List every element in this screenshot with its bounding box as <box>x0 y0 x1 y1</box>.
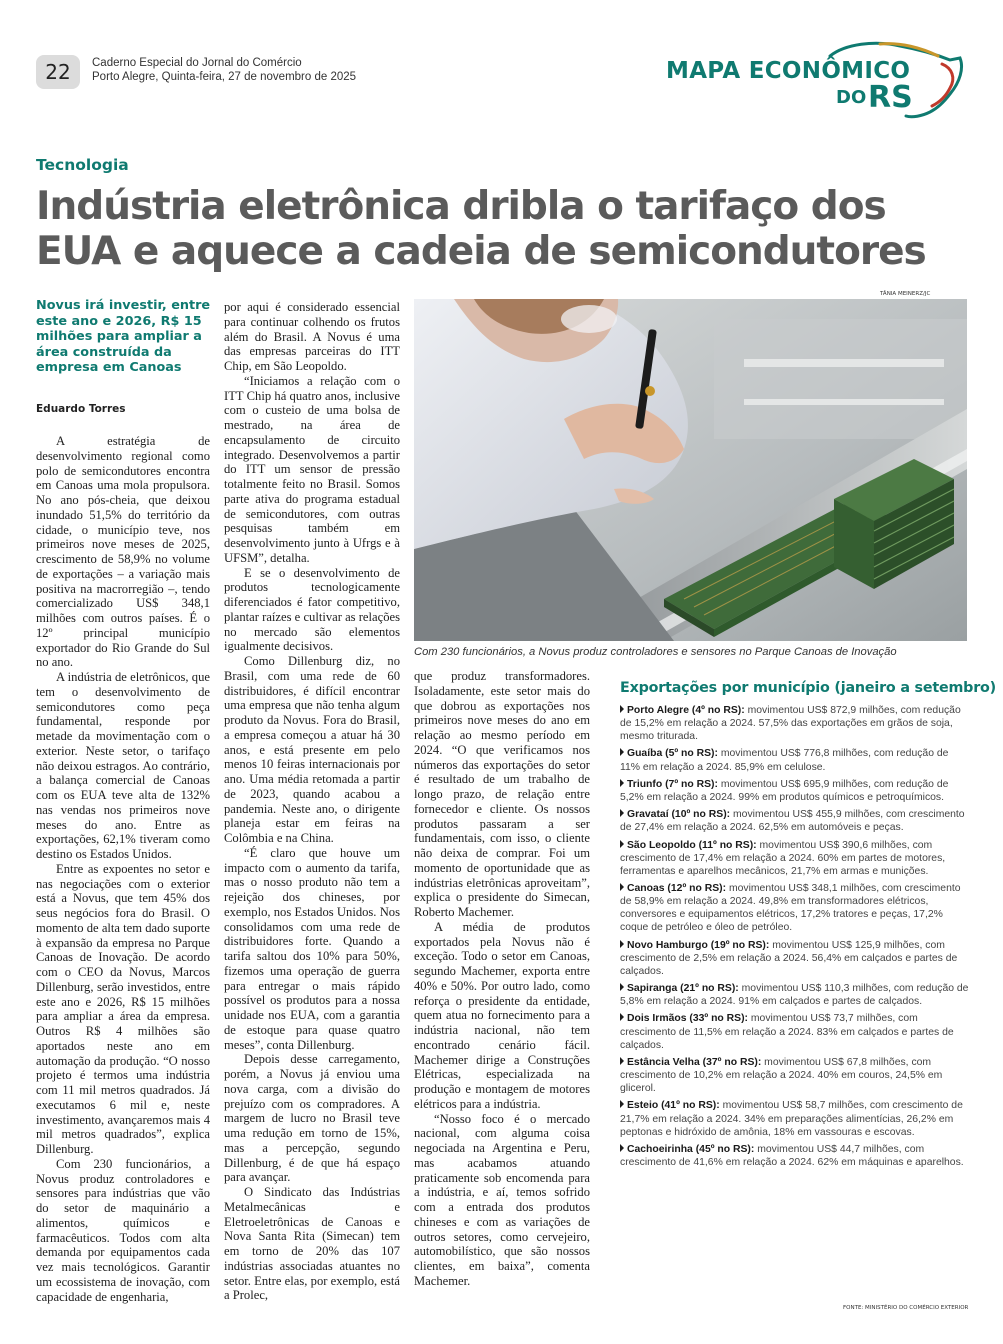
municipality-text: movimentou US$ 455,9 milhões, com crescimento de 27,4% em relação a 2024. 62,5% em automóveis e peças. <box>620 809 965 834</box>
paragraph: Depois desse carregamento, porém, a Novus já enviou uma nova carga, com a divisão do prejuízo com os compradores. A margem de lucro no Brasil teve uma redução em torno de 15%, mas a percepção, segundo Dillenburg, é de que há espaço para avançar. <box>224 1052 400 1185</box>
triangle-bullet-icon <box>620 1057 624 1065</box>
section-label: Tecnologia <box>36 156 129 174</box>
triangle-bullet-icon <box>620 840 624 848</box>
municipality-text: movimentou US$ 390,6 milhões, com crescimento de 17,4% em relação a 2024. 60% em partes de motores, ferramentas e aparelhos mecânicos, 21,7% em armas e munições. <box>620 839 946 877</box>
logo-line-2: DO <box>836 87 867 108</box>
triangle-bullet-icon <box>620 809 624 817</box>
municipality-label: Guaíba (5º no RS): <box>627 748 718 760</box>
municipality-label: Esteio (41º no RS): <box>627 1100 720 1112</box>
mapa-economico-logo <box>660 38 970 124</box>
municipality-label: Cachoeirinha (45º no RS): <box>627 1143 755 1155</box>
subhead: Novus irá investir, entre este ano e 2026, R$ 15 milhões para ampliar a área construída da empresa em Canoas <box>36 298 211 375</box>
list-item <box>620 778 970 804</box>
municipality-label: Sapiranga (21º no RS): <box>627 983 739 995</box>
headline-line-2: EUA e aquece a cadeia de semicondutores <box>36 229 926 274</box>
article-column-2 <box>224 300 400 1303</box>
municipality-label: Porto Alegre (4º no RS): <box>627 705 745 716</box>
list-item <box>620 1143 970 1169</box>
municipality-label: São Leopoldo (11º no RS): <box>627 839 757 851</box>
source-note: FONTE: MINISTÉRIO DO COMÉRCIO EXTERIOR <box>843 1305 969 1311</box>
triangle-bullet-icon <box>620 1013 624 1021</box>
paragraph: Entre as expoentes no setor e nas negociações com o exterior está a Novus, que tem 45% dos seus negócios fora do Brasil. O momento de alta tem dado suporte à expansão da empresa no Parque Canoas de Inovação. De acordo com o CEO da Novus, Marcos Dillenburg, serão investidos, entre este ano e 2026, R$ 15 milhões para ampliar a área da empresa. Outros R$ 4 milhões são aportados neste ano em automação da produção. “O nosso projeto é termos uma indústria com 11 mil metros quadrados. Já executamos 6 mil e, neste investimento, avançaremos mais 4 mil metros quadrados”, explica Dillenburg. <box>36 861 210 1156</box>
municipality-text: movimentou US$ 776,8 milhões, com redução de 11% em relação a 2024. 85,9% em celulose. <box>620 748 949 773</box>
triangle-bullet-icon <box>620 983 624 991</box>
list-item <box>620 939 970 978</box>
municipality-text: movimentou US$ 695,9 milhões, com redução de 5,2% em relação a 2024. 99% em produtos químicos e petroquímicos. <box>620 778 949 803</box>
exports-list <box>620 704 970 1173</box>
municipality-label: Dois Irmãos (33º no RS): <box>627 1013 748 1025</box>
headline <box>36 184 976 274</box>
paragraph: Como Dillenburg diz, no Brasil, com uma rede de 60 distribuidores, é difícil encontrar uma empresa que não tenha algum produto da Novus. Fora do Brasil, a empresa começou a atuar há 30 anos, e está presente em pelo menos 10 feiras internacionais por ano. Uma média retomada a partir de 2023, quando acabou a pandemia. Neste ano, o dirigente planeja estar em feiras na Colômbia e na China. <box>224 654 400 845</box>
triangle-bullet-icon <box>620 883 624 891</box>
triangle-bullet-icon <box>620 1100 624 1108</box>
triangle-bullet-icon <box>620 779 624 787</box>
exports-box-title: Exportações por município (janeiro a setembro) <box>620 680 997 696</box>
municipality-label: Canoas (12º no RS): <box>627 883 727 895</box>
list-item <box>620 808 970 834</box>
municipality-text: movimentou US$ 67,8 milhões, com crescimento de 10,2% em relação a 2024. 40% em couros, 24,5% em glicerol. <box>620 1056 943 1095</box>
paragraph: A média de produtos exportados pela Novus não é exceção. Todo o setor em Canoas, segundo Machemer, exporta entre 40% e 50%. Por outro lado, como reforça o presidente da entidade, quem atua no fornecimento para a indústria nacional, não tem encontrado cenário fácil. Machemer dirige a Construções Elétricas, especializada na produção e montagem de motores elétricos para a indústria. <box>414 919 590 1111</box>
list-item <box>620 1099 970 1138</box>
municipality-label: Estância Velha (37º no RS): <box>627 1056 762 1068</box>
list-item <box>620 1012 970 1051</box>
municipality-text: movimentou US$ 872,9 milhões, com redução de 15,2% em relação a 2024. 57,5% das exportações em grãos de soja, mesmo triturada. <box>620 705 961 743</box>
dateline: Porto Alegre, Quinta-feira, 27 de novembro de 2025 <box>92 71 357 83</box>
paragraph: A estratégia de desenvolvimento regional como polo de semicondutores encontra em Canoas uma mola propulsora. No ano pós-cheia, que deixou inundado 51,5% do território da cidade, o município teve, nos primeiros nove meses de 2025, crescimento de 58,9% no volume de exportações – a variação mais positiva na macrorregião –, tendo comercializado US$ 348,1 milhões com outros países. É o 12º principal município exportador do Rio Grande do Sul no ano. <box>36 434 210 670</box>
municipality-text: movimentou US$ 73,7 milhões, com crescimento de 11,5% em relação a 2024. 83% em calçados e partes de calçados. <box>620 1013 954 1051</box>
municipality-label: Triunfo (7º no RS): <box>627 778 718 790</box>
list-item <box>620 704 970 743</box>
paragraph: E se o desenvolvimento de produtos tecnologicamente diferenciados é fator competitivo, plantar raízes e cultivar as relações no mercado são elementos igualmente decisivos. <box>224 565 400 654</box>
triangle-bullet-icon <box>620 748 624 756</box>
list-item <box>620 982 970 1008</box>
paragraph: “Iniciamos a relação com o ITT Chip há quatro anos, inclusive com o custeio de uma bolsa de mestrado, na área de encapsulamento de circuito integrado. Desenvolvemos a partir do ITT um sensor de pressão totalmente feito no Brasil. Somos parte ativa do programa estadual de semicondutores, com outras pesquisas também em desenvolvimento junto à Ufrgs e à UFSM”, detalha. <box>224 373 400 565</box>
byline: Eduardo Torres <box>36 403 126 415</box>
list-item <box>620 839 970 878</box>
municipality-label: Novo Hamburgo (19º no RS): <box>627 939 770 951</box>
paragraph: “É claro que houve um impacto com o aumento da tarifa, mas o nosso produto não tem a rejeição dos chineses, por exemplo, nos Estados Unidos. Nos consolidamos com uma rede de distribuidores forte. Quando a tarifa saltou dos 10% para 50%, fizemos uma operação de guerra para entregar o mais rápido possível os produtos para a nossa unidade nos EUA, com a garantia de estoque para quase quatro meses”, conta Dillenburg. <box>224 845 400 1052</box>
photo-caption: Com 230 funcionários, a Novus produz controladores e sensores no Parque Canoas de Inovação <box>414 646 897 658</box>
article-column-3 <box>414 669 590 1289</box>
publication-name: Caderno Especial do Jornal do Comércio <box>92 57 302 69</box>
municipality-text: movimentou US$ 44,7 milhões, com crescimento de 41,6% em relação a 2024. 62% em máquinas e aparelhos. <box>620 1143 964 1168</box>
masthead <box>92 56 356 84</box>
municipality-label: Gravataí (10º no RS): <box>627 809 731 821</box>
paragraph: “Nosso foco é o mercado nacional, com alguma coisa negociada na Argentina e Peru, mas acabamos atuando praticamente sob encomenda para a indústria, e aí, temos sofrido com a entrada dos produtos chineses e com as variações de outros setores, como cervejeiro, automobilístico, que são nossos clientes, em baixa”, comenta Machemer. <box>414 1111 590 1288</box>
municipality-text: movimentou US$ 58,7 milhões, com crescimento de 21,7% em relação a 2024. 34% em preparações alimentícias, 26,2% em peptonas e hidróxido de amônia, 18% em vassouras e escovas. <box>620 1100 963 1138</box>
paragraph: que produz transformadores. Isoladamente, este setor mais do que dobrou as exportações nos primeiros nove meses do ano em relação ao mesmo período em 2024. “O que verificamos nos números das exportações do setor é resultado de um trabalho de longo prazo, de relação entre fornecedor e cliente. Os nossos produtos passaram a ser fundamentais, com isso, o cliente não deixa de comprar. Foi um momento de oportunidade que as indústrias eletrônicas aproveitam”, explica o presidente do Simecan, Roberto Machemer. <box>414 669 590 919</box>
triangle-bullet-icon <box>620 705 624 713</box>
photo-credit: TÂNIA MEINERZ/JC <box>880 291 931 297</box>
municipality-text: movimentou US$ 125,9 milhões, com crescimento de 2,5% em relação a 2024. 56,4% em calçados e partes de calçados. <box>620 939 958 977</box>
list-item <box>620 882 970 934</box>
logo-line-1: MAPA ECONÔMICO <box>666 58 911 84</box>
paragraph: por aqui é considerado essencial para continuar colhendo os frutos além do Brasil. A Novus é uma das empresas parceiras do ITT Chip, em São Leopoldo. <box>224 300 400 373</box>
page-number: 22 <box>36 55 80 89</box>
paragraph: O Sindicato das Indústrias Metalmecânicas e Eletroeletrônicas de Canoas e Nova Santa Rita (Simecan) tem em torno de 20% das 107 indústrias associadas atuantes no setor. Entre elas, por exemplo, está a Prolec, <box>224 1185 400 1303</box>
triangle-bullet-icon <box>620 940 624 948</box>
paragraph: Com 230 funcionários, a Novus produz controladores e sensores para indústrias que vão do setor de maquinário a alimentos, químicos e farmacêuticos. Todos com alta demanda por equipamentos cada vez mais tecnológicos. Garantir um ecossistema de inovação, com capacidade de engenharia, <box>36 1156 210 1304</box>
factory-photo <box>414 299 967 641</box>
headline-line-1: Indústria eletrônica dribla o tarifaço dos <box>36 184 886 229</box>
worker-assembling-circuit-boards-illustration <box>414 299 967 641</box>
logo-line-3: RS <box>868 80 913 115</box>
list-item <box>620 747 970 773</box>
article-column-1 <box>36 434 210 1304</box>
triangle-bullet-icon <box>620 1144 624 1152</box>
municipality-text: movimentou US$ 110,3 milhões, com redução de 5,8% em relação a 2024. 91% em calçados e partes de calçados. <box>620 983 969 1008</box>
paragraph: A indústria de eletrônicos, que tem o desenvolvimento de semicondutores como peça fundamental, responde por metade da movimentação com o exterior. Neste setor, o tarifaço não deixou estragos. Ao contrário, a balança comercial de Canoas com os EUA teve alta de 132% nas vendas nos primeiros nove meses do ano. Entre as exportações, 62,1% tiveram como destino os Estados Unidos. <box>36 670 210 861</box>
list-item <box>620 1056 970 1095</box>
municipality-text: movimentou US$ 348,1 milhões, com crescimento de 58,9% em relação a 2024. 49,8% em transformadores elétricos, conversores e equipamentos elétricos, 17,2% tratores e peças, 17,2% coque de petróleo e óleo de petróleo. <box>620 883 961 934</box>
